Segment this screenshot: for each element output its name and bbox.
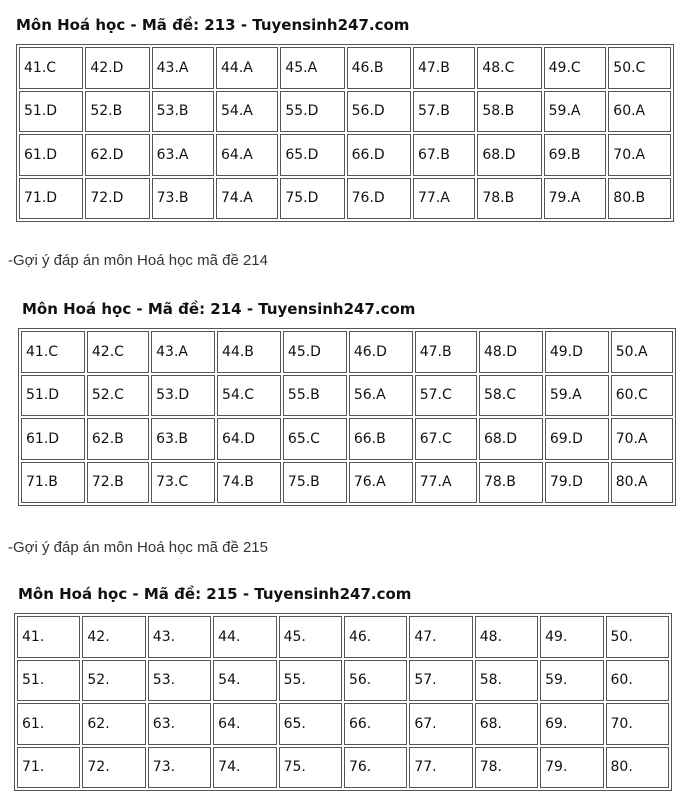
answer-cell: 71. [17, 747, 80, 789]
answer-cell: 61. [17, 703, 80, 745]
answer-table-213 [16, 44, 674, 222]
table-row [21, 462, 673, 504]
answer-table-215 [14, 613, 672, 791]
answer-cell: 47. [409, 616, 472, 658]
answer-cell: 42.D [85, 47, 149, 89]
answer-cell: 75.B [283, 462, 347, 504]
answer-cell: 53. [148, 660, 211, 702]
answer-cell: 67.B [413, 134, 475, 176]
section-title-214: Môn Hoá học - Mã đề: 214 - Tuyensinh247.com [22, 300, 416, 318]
answer-cell: 73.C [151, 462, 215, 504]
answer-cell: 52.C [87, 375, 149, 417]
answer-cell: 72. [82, 747, 145, 789]
answer-cell: 54.A [216, 91, 278, 133]
answer-cell: 63.B [151, 418, 215, 460]
section-title-213: Môn Hoá học - Mã đề: 213 - Tuyensinh247.com [16, 16, 410, 34]
answer-cell: 55.B [283, 375, 347, 417]
answer-cell: 57.B [413, 91, 475, 133]
answer-cell: 66.B [349, 418, 413, 460]
answer-cell: 74. [213, 747, 276, 789]
answer-cell: 62.D [85, 134, 149, 176]
answer-cell: 51.D [21, 375, 85, 417]
answer-cell: 43.A [152, 47, 214, 89]
answer-cell: 54. [213, 660, 276, 702]
answer-cell: 60.A [608, 91, 671, 133]
answer-cell: 45.D [283, 331, 347, 373]
answer-cell: 79.D [545, 462, 609, 504]
answer-cell: 64.D [217, 418, 281, 460]
answer-cell: 45. [279, 616, 342, 658]
answer-cell: 51.D [19, 91, 83, 133]
answer-cell: 62.B [87, 418, 149, 460]
answer-cell: 70.A [608, 134, 671, 176]
answer-cell: 61.D [21, 418, 85, 460]
answer-cell: 76.D [347, 178, 411, 220]
answer-cell: 51. [17, 660, 80, 702]
answer-cell: 76. [344, 747, 407, 789]
answer-cell: 78. [475, 747, 538, 789]
answer-cell: 65. [279, 703, 342, 745]
answer-cell: 55.D [280, 91, 344, 133]
answer-cell: 59.A [544, 91, 607, 133]
answer-cell: 43. [148, 616, 211, 658]
answer-cell: 80.B [608, 178, 671, 220]
answer-cell: 53.D [151, 375, 215, 417]
answer-cell: 66. [344, 703, 407, 745]
section-title-215: Môn Hoá học - Mã đề: 215 - Tuyensinh247.com [18, 585, 412, 603]
answer-cell: 67. [409, 703, 472, 745]
answer-cell: 41.C [21, 331, 85, 373]
table-row [17, 616, 669, 658]
answer-cell: 58.C [479, 375, 543, 417]
answer-cell: 48.D [479, 331, 543, 373]
answer-cell: 49. [540, 616, 603, 658]
table-row [21, 418, 673, 460]
table-row [17, 703, 669, 745]
answer-cell: 44.B [217, 331, 281, 373]
answer-cell: 56.A [349, 375, 413, 417]
answer-cell: 75. [279, 747, 342, 789]
answer-cell: 50. [606, 616, 669, 658]
answer-cell: 65.C [283, 418, 347, 460]
answer-cell: 49.D [545, 331, 609, 373]
answer-cell: 64.A [216, 134, 278, 176]
answer-cell: 77.A [413, 178, 475, 220]
answer-cell: 53.B [152, 91, 214, 133]
answer-cell: 66.D [347, 134, 411, 176]
answer-cell: 62. [82, 703, 145, 745]
answer-cell: 69. [540, 703, 603, 745]
answer-cell: 68.D [479, 418, 543, 460]
answer-cell: 58.B [477, 91, 541, 133]
table-row [19, 91, 671, 133]
answer-cell: 48. [475, 616, 538, 658]
answer-cell: 57.C [415, 375, 477, 417]
answer-cell: 77.A [415, 462, 477, 504]
answer-cell: 52. [82, 660, 145, 702]
answer-cell: 71.D [19, 178, 83, 220]
answer-cell: 56. [344, 660, 407, 702]
answer-cell: 67.C [415, 418, 477, 460]
answer-cell: 72.B [87, 462, 149, 504]
answer-cell: 44.A [216, 47, 278, 89]
answer-cell: 41. [17, 616, 80, 658]
answer-cell: 59.A [545, 375, 609, 417]
answer-cell: 79. [540, 747, 603, 789]
table-row [19, 178, 671, 220]
answer-cell: 57. [409, 660, 472, 702]
answer-cell: 52.B [85, 91, 149, 133]
answer-cell: 72.D [85, 178, 149, 220]
caption-214: -Gợi ý đáp án môn Hoá học mã đề 214 [8, 252, 268, 269]
answer-cell: 65.D [280, 134, 344, 176]
answer-cell: 80.A [611, 462, 673, 504]
answer-cell: 56.D [347, 91, 411, 133]
answer-cell: 43.A [151, 331, 215, 373]
answer-cell: 58. [475, 660, 538, 702]
answer-cell: 46.D [349, 331, 413, 373]
table-row [19, 134, 671, 176]
answer-cell: 74.B [217, 462, 281, 504]
answer-cell: 44. [213, 616, 276, 658]
answer-cell: 68.D [477, 134, 541, 176]
answer-cell: 46.B [347, 47, 411, 89]
answer-cell: 69.B [544, 134, 607, 176]
answer-cell: 46. [344, 616, 407, 658]
table-row [21, 331, 673, 373]
answer-cell: 75.D [280, 178, 344, 220]
answer-cell: 80. [606, 747, 669, 789]
answer-cell: 54.C [217, 375, 281, 417]
table-row [17, 747, 669, 789]
answer-cell: 48.C [477, 47, 541, 89]
answer-cell: 70. [606, 703, 669, 745]
answer-cell: 41.C [19, 47, 83, 89]
answer-cell: 74.A [216, 178, 278, 220]
answer-cell: 70.A [611, 418, 673, 460]
answer-table-214 [18, 328, 676, 506]
table-row [17, 660, 669, 702]
answer-cell: 77. [409, 747, 472, 789]
answer-cell: 47.B [413, 47, 475, 89]
answer-cell: 73.B [152, 178, 214, 220]
answer-cell: 45.A [280, 47, 344, 89]
answer-cell: 78.B [477, 178, 541, 220]
answer-cell: 60. [606, 660, 669, 702]
answer-cell: 63.A [152, 134, 214, 176]
answer-cell: 59. [540, 660, 603, 702]
answer-cell: 55. [279, 660, 342, 702]
answer-cell: 42.C [87, 331, 149, 373]
answer-cell: 47.B [415, 331, 477, 373]
answer-cell: 49.C [544, 47, 607, 89]
answer-cell: 69.D [545, 418, 609, 460]
answer-cell: 79.A [544, 178, 607, 220]
table-row [19, 47, 671, 89]
answer-cell: 60.C [611, 375, 673, 417]
table-row [21, 375, 673, 417]
answer-cell: 71.B [21, 462, 85, 504]
answer-cell: 50.A [611, 331, 673, 373]
answer-cell: 64. [213, 703, 276, 745]
answer-cell: 78.B [479, 462, 543, 504]
answer-cell: 73. [148, 747, 211, 789]
answer-cell: 42. [82, 616, 145, 658]
caption-215: -Gợi ý đáp án môn Hoá học mã đề 215 [8, 539, 268, 556]
answer-cell: 63. [148, 703, 211, 745]
answer-cell: 68. [475, 703, 538, 745]
answer-cell: 76.A [349, 462, 413, 504]
answer-cell: 61.D [19, 134, 83, 176]
answer-cell: 50.C [608, 47, 671, 89]
